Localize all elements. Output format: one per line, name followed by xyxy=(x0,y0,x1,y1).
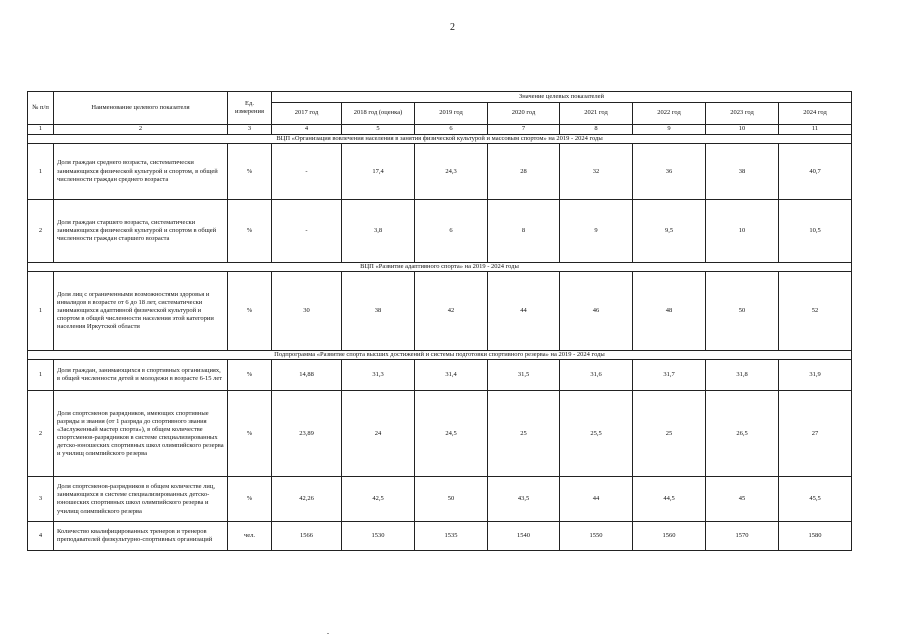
indicator-value: 44 xyxy=(488,272,560,351)
indicator-value: 1530 xyxy=(342,522,415,551)
indicator-name: Доля спортсменов разрядников, имеющих спортивные разряды и звания (от 1 разряда до спортивного звания «Заслуженный мастер спорта»), в общем количестве спортсменов-разрядников в системе специализированных детско-юношеских спортивных школ олимпийского резерва и училищ олимпийского резерва xyxy=(54,391,228,477)
row-number: 2 xyxy=(28,200,54,263)
indicator-value: 38 xyxy=(706,144,779,200)
indicator-name: Количество квалифицированных тренеров и тренеров преподавателей физкультурно-спортивных организаций xyxy=(54,522,228,551)
unit-of-measure: % xyxy=(228,360,272,391)
row-number: 4 xyxy=(28,522,54,551)
indicator-value: 1550 xyxy=(560,522,633,551)
indicator-value: - xyxy=(272,200,342,263)
row-number: 1 xyxy=(28,360,54,391)
unit-of-measure: % xyxy=(228,391,272,477)
indicator-value: 31,5 xyxy=(488,360,560,391)
indicator-value: 1566 xyxy=(272,522,342,551)
table-row xyxy=(28,391,852,477)
section-title: ВЦП «Развитие адаптивного спорта» на 2019 - 2024 годы xyxy=(28,263,852,272)
header-year: 2021 год xyxy=(560,103,633,125)
table-row xyxy=(28,272,852,351)
indicator-value: 31,7 xyxy=(633,360,706,391)
indicator-value: 27 xyxy=(779,391,852,477)
indicator-value: 46 xyxy=(560,272,633,351)
section-title: ВЦП «Организация вовлечения населения в занятия физической культурой и массовым спортом» на 2019 - 2024 годы xyxy=(28,135,852,144)
row-number: 1 xyxy=(28,272,54,351)
column-number: 5 xyxy=(342,125,415,135)
indicator-value: 28 xyxy=(488,144,560,200)
page-number: 2 xyxy=(450,22,455,33)
indicator-value: 31,9 xyxy=(779,360,852,391)
indicator-value: 31,3 xyxy=(342,360,415,391)
unit-of-measure: чел. xyxy=(228,522,272,551)
header-num: № п/п xyxy=(28,92,54,125)
header-year: 2023 год xyxy=(706,103,779,125)
unit-of-measure: % xyxy=(228,144,272,200)
indicator-value: 44,5 xyxy=(633,477,706,522)
unit-of-measure: % xyxy=(228,272,272,351)
indicator-value: 44 xyxy=(560,477,633,522)
column-number: 7 xyxy=(488,125,560,135)
indicator-value: 8 xyxy=(488,200,560,263)
column-number: 3 xyxy=(228,125,272,135)
indicator-value: 1540 xyxy=(488,522,560,551)
indicator-value: - xyxy=(272,144,342,200)
indicator-value: 26,5 xyxy=(706,391,779,477)
indicator-value: 32 xyxy=(560,144,633,200)
indicator-value: 31,4 xyxy=(415,360,488,391)
indicator-value: 25,5 xyxy=(560,391,633,477)
indicator-value: 1535 xyxy=(415,522,488,551)
column-number: 11 xyxy=(779,125,852,135)
row-number: 3 xyxy=(28,477,54,522)
indicator-value: 45,5 xyxy=(779,477,852,522)
indicator-name: Доля граждан старшего возраста, систематически занимающихся физической культурой и спортом в общей численности граждан старшего возраста xyxy=(54,200,228,263)
table-row xyxy=(28,200,852,263)
indicator-value: 6 xyxy=(415,200,488,263)
indicator-name: Доля лиц с ограниченными возможностями здоровья и инвалидов в возрасте от 6 до 18 лет, систематически занимающихся адаптивной физической культурой и спортом в общей численности населения этой категории населения Иркутской области xyxy=(54,272,228,351)
indicator-value: 24,3 xyxy=(415,144,488,200)
indicator-value: 9,5 xyxy=(633,200,706,263)
indicator-value: 38 xyxy=(342,272,415,351)
header-year: 2018 год (оценка) xyxy=(342,103,415,125)
header-values-group: Значение целевых показателей xyxy=(272,92,852,103)
indicator-value: 50 xyxy=(706,272,779,351)
column-number: 2 xyxy=(54,125,228,135)
indicator-value: 36 xyxy=(633,144,706,200)
indicator-value: 48 xyxy=(633,272,706,351)
unit-of-measure: % xyxy=(228,477,272,522)
column-number: 9 xyxy=(633,125,706,135)
indicator-value: 14,88 xyxy=(272,360,342,391)
indicator-value: 24,5 xyxy=(415,391,488,477)
header-year: 2024 год xyxy=(779,103,852,125)
indicator-value: 43,5 xyxy=(488,477,560,522)
indicator-value: 42,5 xyxy=(342,477,415,522)
header-year: 2019 год xyxy=(415,103,488,125)
indicator-value: 52 xyxy=(779,272,852,351)
row-number: 2 xyxy=(28,391,54,477)
column-number: 4 xyxy=(272,125,342,135)
indicator-value: 24 xyxy=(342,391,415,477)
indicator-name: Доля спортсменов-разрядников в общем количестве лиц, занимающихся в системе специализированных детско-юношеских спортивных школ олимпийского резерва и училищ олимпийского резерва xyxy=(54,477,228,522)
header-unit: Ед. измерения xyxy=(228,92,272,125)
indicator-value: 17,4 xyxy=(342,144,415,200)
indicator-value: 9 xyxy=(560,200,633,263)
table-row xyxy=(28,522,852,551)
scan-mark xyxy=(327,633,329,634)
indicator-name: Доля граждан, занимающихся в спортивных организациях, в общей численности детей и молодежи в возрасте 6-15 лет xyxy=(54,360,228,391)
indicator-value: 25 xyxy=(633,391,706,477)
indicator-value: 30 xyxy=(272,272,342,351)
section-title: Подпрограмма «Развитие спорта высших достижений и системы подготовки спортивного резерва» на 2019 - 2024 годы xyxy=(28,351,852,360)
indicator-value: 3,8 xyxy=(342,200,415,263)
column-number: 6 xyxy=(415,125,488,135)
column-number: 10 xyxy=(706,125,779,135)
indicator-value: 40,7 xyxy=(779,144,852,200)
indicator-value: 50 xyxy=(415,477,488,522)
header-year: 2017 год xyxy=(272,103,342,125)
table-row xyxy=(28,144,852,200)
indicator-name: Доля граждан среднего возраста, систематически занимающихся физической культурой и спортом, в общей численности граждан среднего возраста xyxy=(54,144,228,200)
column-number: 8 xyxy=(560,125,633,135)
column-number: 1 xyxy=(28,125,54,135)
header-name: Наименование целевого показателя xyxy=(54,92,228,125)
unit-of-measure: % xyxy=(228,200,272,263)
indicator-value: 42,26 xyxy=(272,477,342,522)
table-row xyxy=(28,477,852,522)
target-indicators-table xyxy=(27,91,852,551)
table-row xyxy=(28,360,852,391)
indicator-value: 10 xyxy=(706,200,779,263)
indicator-value: 23,89 xyxy=(272,391,342,477)
row-number: 1 xyxy=(28,144,54,200)
header-year: 2020 год xyxy=(488,103,560,125)
indicator-value: 31,6 xyxy=(560,360,633,391)
header-year: 2022 год xyxy=(633,103,706,125)
indicator-value: 45 xyxy=(706,477,779,522)
indicator-value: 1580 xyxy=(779,522,852,551)
indicator-value: 10,5 xyxy=(779,200,852,263)
indicator-value: 1560 xyxy=(633,522,706,551)
indicator-value: 42 xyxy=(415,272,488,351)
indicator-value: 1570 xyxy=(706,522,779,551)
indicator-value: 31,8 xyxy=(706,360,779,391)
indicator-value: 25 xyxy=(488,391,560,477)
